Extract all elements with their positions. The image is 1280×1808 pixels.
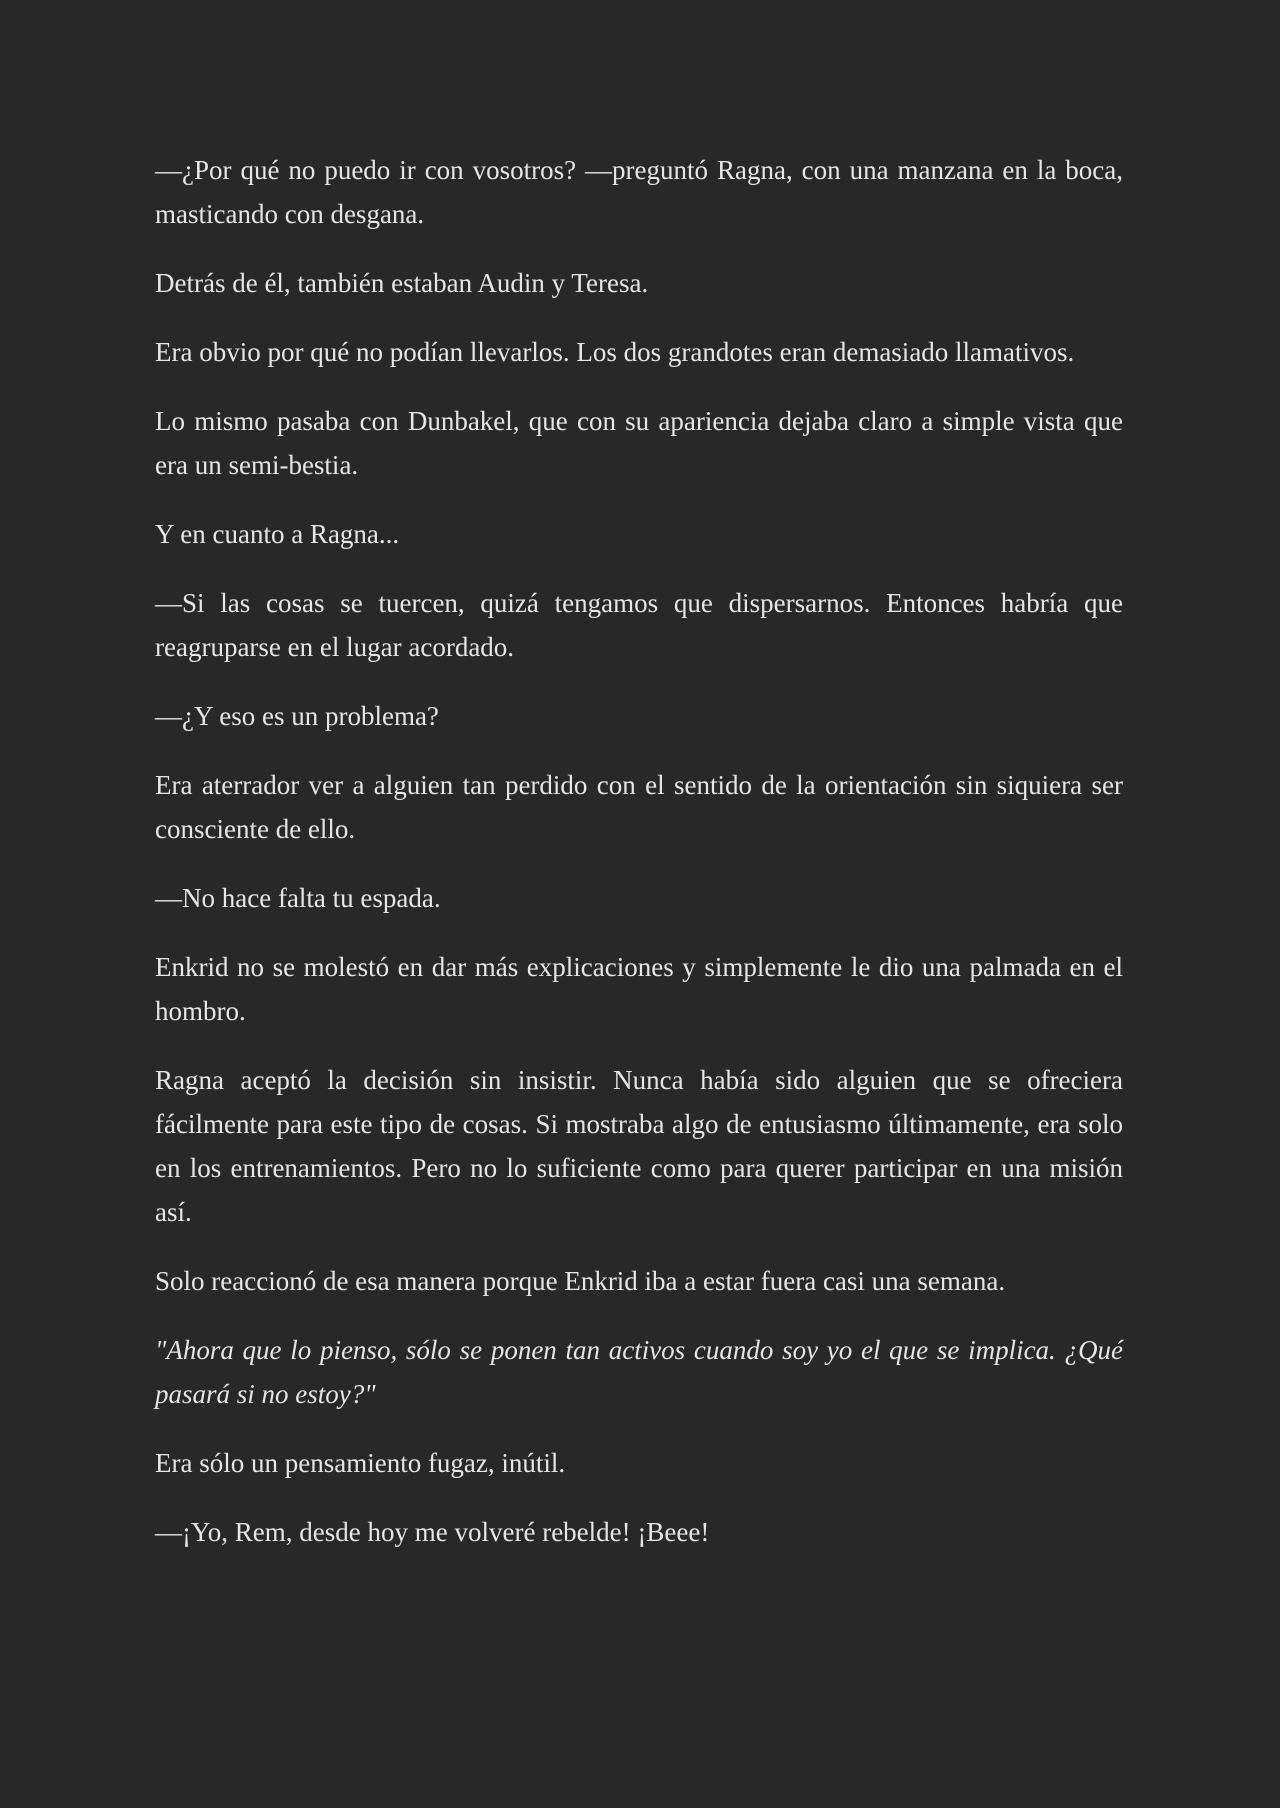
paragraph-7: —¿Y eso es un problema? bbox=[155, 701, 439, 731]
paragraph-2: Detrás de él, también estaban Audin y Teresa. bbox=[155, 268, 649, 298]
paragraph-11: Ragna aceptó la decisión sin insistir. Nunca había sido alguien que se ofreciera fácilmente para este tipo de cosas. Si mostraba algo de entusiasmo últimamente, era solo en los entrenamientos. Pero no lo suficiente como para querer participar en una misión así. bbox=[155, 1065, 1123, 1227]
paragraph-1: —¿Por qué no puedo ir con vosotros? —preguntó Ragna, con una manzana en la boca, masticando con desgana. bbox=[155, 155, 1123, 229]
paragraph-13-thought: "Ahora que lo pienso, sólo se ponen tan activos cuando soy yo el que se implica. ¿Qué pasará si no estoy?" bbox=[155, 1335, 1123, 1409]
paragraph-3: Era obvio por qué no podían llevarlos. Los dos grandotes eran demasiado llamativos. bbox=[155, 337, 1075, 367]
paragraph-9: —No hace falta tu espada. bbox=[155, 883, 441, 913]
paragraph-14: Era sólo un pensamiento fugaz, inútil. bbox=[155, 1448, 566, 1478]
paragraph-4: Lo mismo pasaba con Dunbakel, que con su apariencia dejaba claro a simple vista que era un semi-bestia. bbox=[155, 406, 1123, 480]
reading-content bbox=[155, 148, 1123, 1579]
paragraph-12: Solo reaccionó de esa manera porque Enkrid iba a estar fuera casi una semana. bbox=[155, 1266, 1006, 1296]
paragraph-6: —Si las cosas se tuercen, quizá tengamos que dispersarnos. Entonces habría que reagruparse en el lugar acordado. bbox=[155, 588, 1123, 662]
paragraph-15: —¡Yo, Rem, desde hoy me volveré rebelde! ¡Beee! bbox=[155, 1517, 710, 1547]
paragraph-5: Y en cuanto a Ragna... bbox=[155, 519, 400, 549]
paragraph-8: Era aterrador ver a alguien tan perdido con el sentido de la orientación sin siquiera ser consciente de ello. bbox=[155, 770, 1123, 844]
paragraph-10: Enkrid no se molestó en dar más explicaciones y simplemente le dio una palmada en el hombro. bbox=[155, 952, 1123, 1026]
